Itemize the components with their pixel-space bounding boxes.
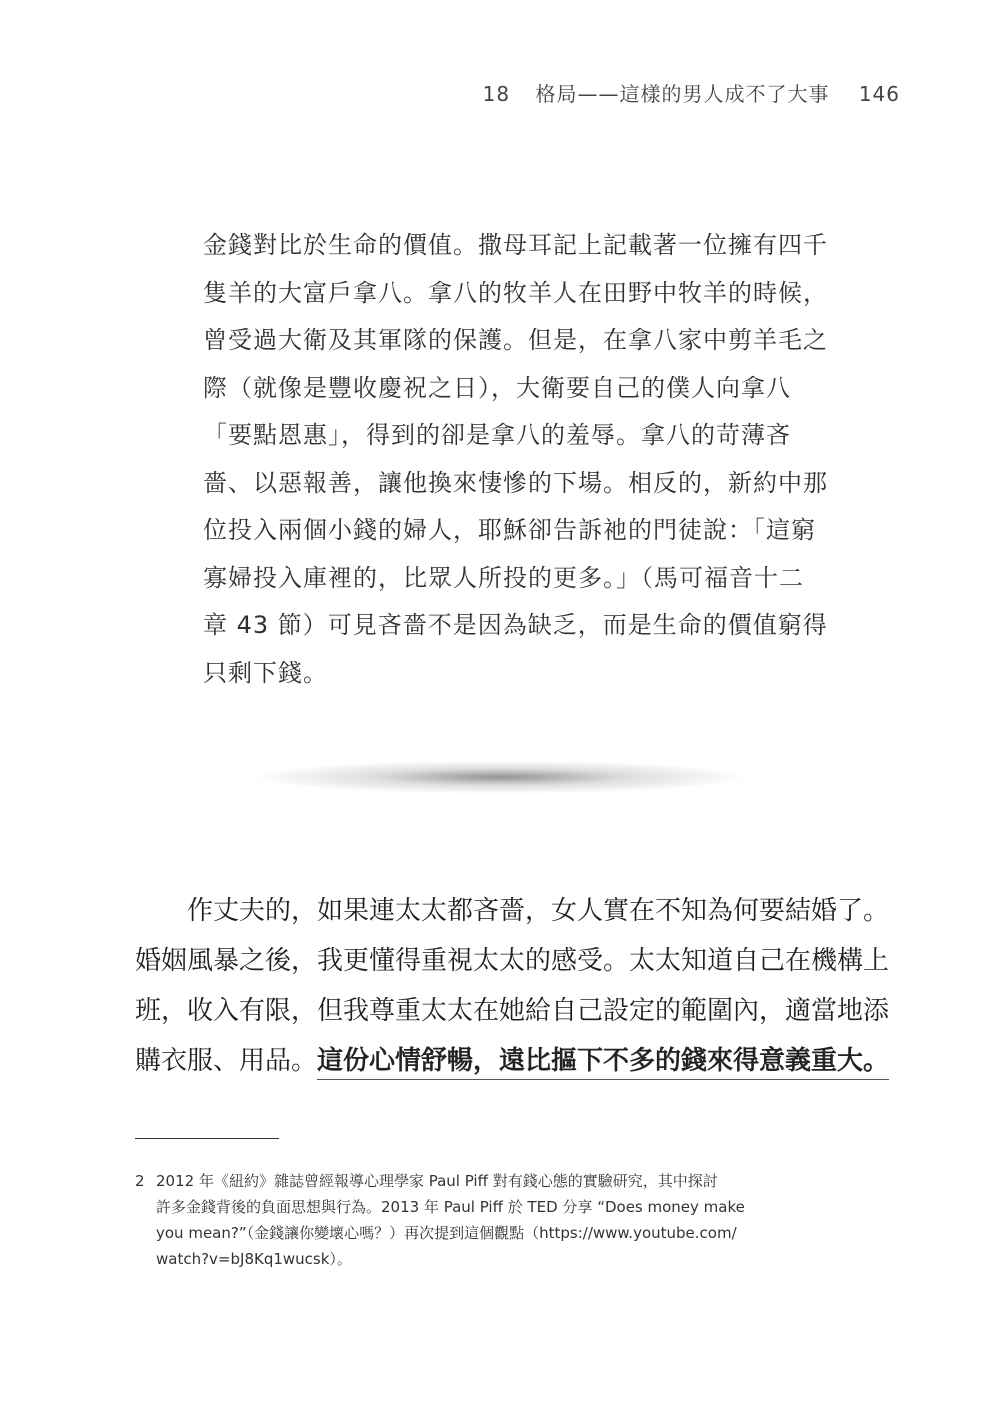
footnote bbox=[135, 1168, 870, 1272]
page-number: 146 bbox=[858, 82, 900, 106]
quote-block bbox=[203, 222, 828, 697]
body-line: 班，收入有限，但我尊重太太在她給自己設定的範圍內，適當地添 bbox=[135, 996, 890, 1026]
quote-line: 寡婦投入庫裡的，比眾人所投的更多。」（馬可福音十二 bbox=[203, 563, 804, 592]
quote-line: 位投入兩個小錢的婦人，耶穌卻告訴祂的門徒說：「這窮 bbox=[203, 516, 816, 544]
quote-line: 隻羊的大富戶拿八。拿八的牧羊人在田野中牧羊的時候， bbox=[203, 278, 828, 307]
body-line: 作丈夫的，如果連太太都吝嗇，女人實在不知為何要結婚了。 bbox=[187, 896, 890, 926]
quote-line: 章 43 節）可見吝嗇不是因為缺乏，而是生命的價值窮得 bbox=[203, 611, 828, 639]
footnote-line: 2012 年《紐約》雜誌曾經報導心理學家 Paul Piff 對有錢心態的實驗研究，其中探討 bbox=[156, 1172, 718, 1190]
footnote-line: watch?v=bJ8Kq1wucsk）。 bbox=[156, 1250, 352, 1268]
footnote-line: 許多金錢背後的負面思想與行為。2013 年 Paul Piff 於 TED 分享 “Does money make bbox=[156, 1198, 745, 1216]
quote-line: 際（就像是豐收慶祝之日），大衛要自己的僕人向拿八 bbox=[203, 373, 791, 402]
chapter-title: 格局——這樣的男人成不了大事 bbox=[535, 82, 830, 106]
quote-line: 只剩下錢。 bbox=[203, 658, 328, 687]
quote-line: 嗇、以惡報善，讓他換來悽慘的下場。相反的，新約中那 bbox=[203, 468, 828, 497]
body-line: 婚姻風暴之後，我更懂得重視太太的感受。太太知道自己在機構上 bbox=[135, 946, 890, 976]
emphasized-sentence: 這份心情舒暢，遠比摳下不多的錢來得意義重大。 bbox=[317, 1046, 889, 1080]
footnote-number: 2 bbox=[135, 1172, 145, 1190]
footnote-line: you mean?”（金錢讓你變壞心嗎？）再次提到這個觀點（https://www.youtube.com/ bbox=[156, 1224, 737, 1242]
running-header bbox=[483, 78, 900, 107]
body-line-last bbox=[135, 1036, 890, 1086]
body-text: 購衣服、用品。 bbox=[135, 1046, 318, 1076]
quote-line: 金錢對比於生命的價值。撒母耳記上記載著一位擁有四千 bbox=[203, 231, 828, 259]
footnote-rule bbox=[135, 1138, 279, 1139]
chapter-number: 18 bbox=[482, 82, 511, 106]
body-paragraph bbox=[135, 886, 890, 1086]
quote-line: 「要點恩惠」，得到的卻是拿八的羞辱。拿八的苛薄吝 bbox=[203, 421, 791, 449]
section-divider bbox=[250, 760, 750, 794]
footnote-body bbox=[156, 1168, 870, 1272]
quote-line: 曾受過大衛及其軍隊的保護。但是，在拿八家中剪羊毛之 bbox=[203, 326, 828, 354]
